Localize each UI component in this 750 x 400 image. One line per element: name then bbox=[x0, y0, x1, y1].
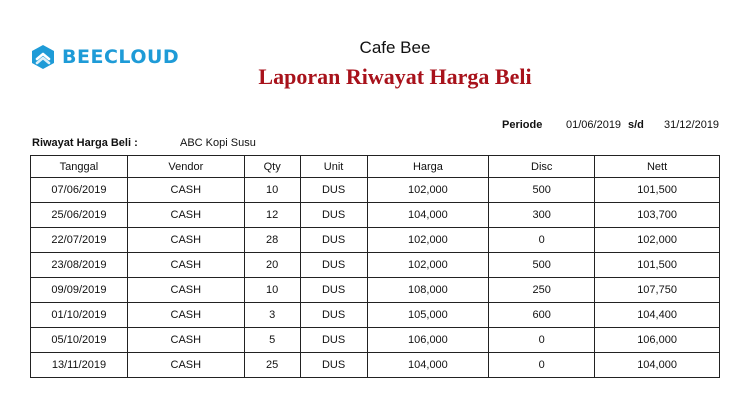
cell-harga: 102,000 bbox=[367, 178, 489, 203]
cell-qty: 10 bbox=[244, 178, 300, 203]
cell-disc: 250 bbox=[489, 278, 595, 303]
item-label: Riwayat Harga Beli : bbox=[32, 137, 138, 149]
cell-nett: 107,750 bbox=[595, 278, 720, 303]
item-value: ABC Kopi Susu bbox=[180, 137, 256, 149]
price-history-table bbox=[30, 155, 720, 378]
cell-vendor: CASH bbox=[127, 278, 244, 303]
table-row bbox=[31, 303, 720, 328]
cell-qty: 10 bbox=[244, 278, 300, 303]
periode-label: Periode bbox=[502, 119, 543, 131]
column-header-unit: Unit bbox=[300, 156, 367, 178]
periode-from: 01/06/2019 bbox=[566, 119, 622, 131]
cell-unit: DUS bbox=[300, 178, 367, 203]
cell-qty: 3 bbox=[244, 303, 300, 328]
cell-unit: DUS bbox=[300, 328, 367, 353]
cell-tanggal: 01/10/2019 bbox=[31, 303, 128, 328]
column-header-nett: Nett bbox=[595, 156, 720, 178]
cell-qty: 12 bbox=[244, 203, 300, 228]
column-header-vendor: Vendor bbox=[127, 156, 244, 178]
cell-qty: 25 bbox=[244, 353, 300, 378]
cell-harga: 106,000 bbox=[367, 328, 489, 353]
periode-separator: s/d bbox=[628, 119, 644, 131]
periode-to: 31/12/2019 bbox=[664, 119, 720, 131]
cell-tanggal: 13/11/2019 bbox=[31, 353, 128, 378]
cell-vendor: CASH bbox=[127, 328, 244, 353]
cell-nett: 106,000 bbox=[595, 328, 720, 353]
cell-vendor: CASH bbox=[127, 253, 244, 278]
column-header-harga: Harga bbox=[367, 156, 489, 178]
cell-disc: 0 bbox=[489, 328, 595, 353]
cell-disc: 600 bbox=[489, 303, 595, 328]
cell-tanggal: 07/06/2019 bbox=[31, 178, 128, 203]
table-row bbox=[31, 278, 720, 303]
cell-harga: 108,000 bbox=[367, 278, 489, 303]
cell-vendor: CASH bbox=[127, 228, 244, 253]
table-row bbox=[31, 178, 720, 203]
table-row bbox=[31, 328, 720, 353]
column-header-disc: Disc bbox=[489, 156, 595, 178]
table-row bbox=[31, 203, 720, 228]
cell-vendor: CASH bbox=[127, 178, 244, 203]
cell-unit: DUS bbox=[300, 228, 367, 253]
cell-nett: 104,000 bbox=[595, 353, 720, 378]
cell-harga: 102,000 bbox=[367, 253, 489, 278]
cell-disc: 0 bbox=[489, 353, 595, 378]
cell-unit: DUS bbox=[300, 253, 367, 278]
cell-tanggal: 25/06/2019 bbox=[31, 203, 128, 228]
cell-disc: 500 bbox=[489, 178, 595, 203]
cell-unit: DUS bbox=[300, 203, 367, 228]
company-name: Cafe Bee bbox=[359, 38, 431, 57]
cell-harga: 104,000 bbox=[367, 203, 489, 228]
cell-tanggal: 23/08/2019 bbox=[31, 253, 128, 278]
column-header-qty: Qty bbox=[244, 156, 300, 178]
cell-tanggal: 05/10/2019 bbox=[31, 328, 128, 353]
cell-unit: DUS bbox=[300, 278, 367, 303]
cell-nett: 101,500 bbox=[595, 178, 720, 203]
cell-qty: 20 bbox=[244, 253, 300, 278]
cell-qty: 5 bbox=[244, 328, 300, 353]
cell-nett: 104,400 bbox=[595, 303, 720, 328]
cell-unit: DUS bbox=[300, 353, 367, 378]
table-header-row bbox=[31, 156, 720, 178]
cell-nett: 102,000 bbox=[595, 228, 720, 253]
cell-unit: DUS bbox=[300, 303, 367, 328]
report-title: Laporan Riwayat Harga Beli bbox=[258, 64, 532, 89]
cell-disc: 500 bbox=[489, 253, 595, 278]
cell-harga: 105,000 bbox=[367, 303, 489, 328]
cell-qty: 28 bbox=[244, 228, 300, 253]
cell-vendor: CASH bbox=[127, 203, 244, 228]
column-header-tanggal: Tanggal bbox=[31, 156, 128, 178]
cell-nett: 101,500 bbox=[595, 253, 720, 278]
cell-vendor: CASH bbox=[127, 353, 244, 378]
brand-name: BEECLOUD bbox=[62, 46, 180, 68]
cell-harga: 102,000 bbox=[367, 228, 489, 253]
table-row bbox=[31, 228, 720, 253]
cell-tanggal: 22/07/2019 bbox=[31, 228, 128, 253]
cell-harga: 104,000 bbox=[367, 353, 489, 378]
cell-disc: 300 bbox=[489, 203, 595, 228]
table-row bbox=[31, 253, 720, 278]
table-row bbox=[31, 353, 720, 378]
cell-vendor: CASH bbox=[127, 303, 244, 328]
cell-tanggal: 09/09/2019 bbox=[31, 278, 128, 303]
cell-disc: 0 bbox=[489, 228, 595, 253]
cell-nett: 103,700 bbox=[595, 203, 720, 228]
